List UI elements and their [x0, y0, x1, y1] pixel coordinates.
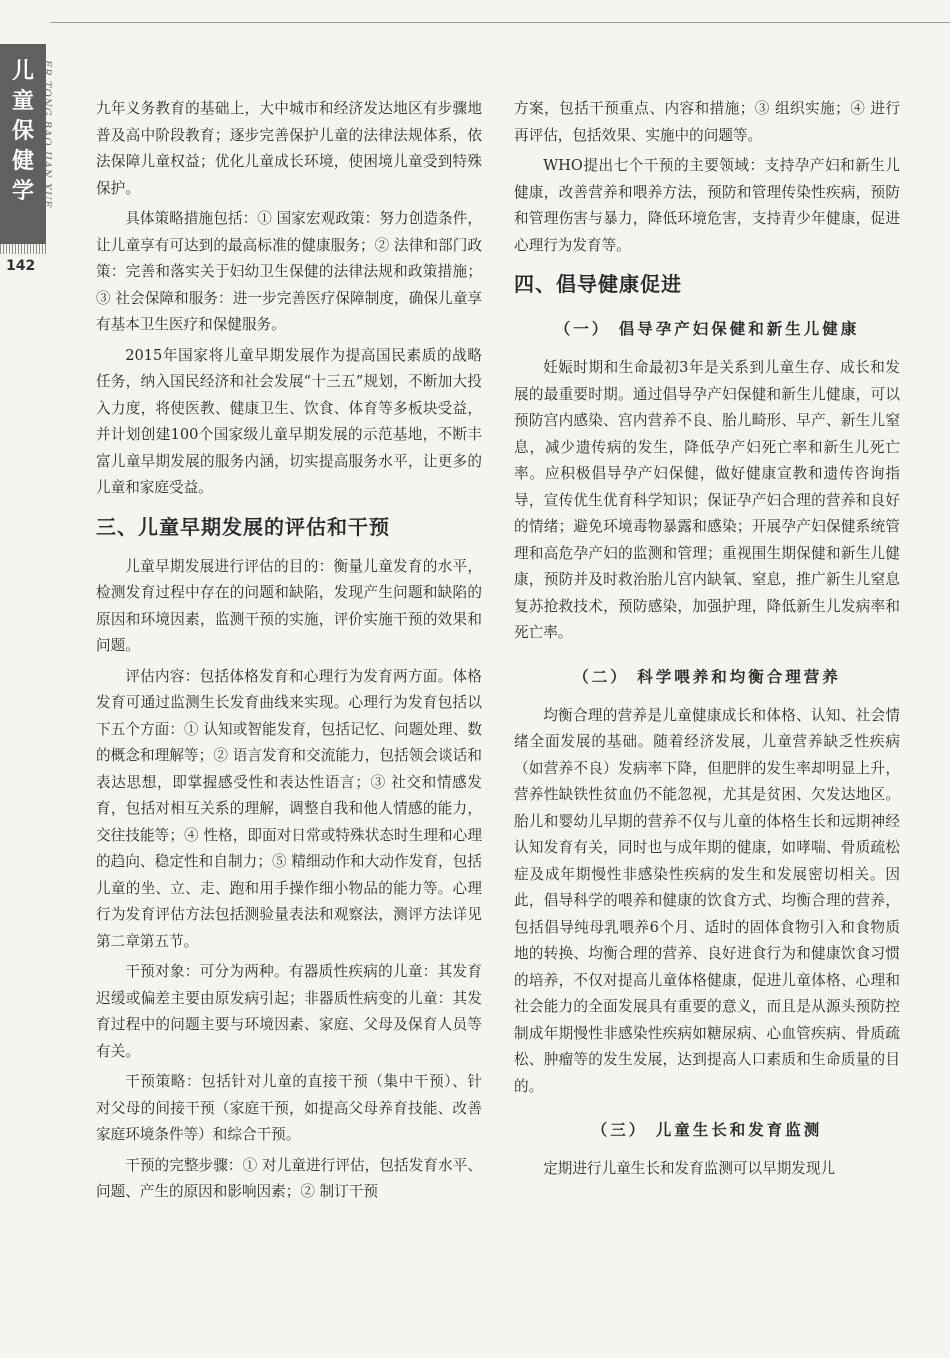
paragraph: 妊娠时期和生命最初3年是关系到儿童生存、成长和发展的最重要时期。通过倡导孕产妇保健和新生儿健康，可以预防宫内感染、宫内营养不良、胎儿畸形、早产、新生儿窒息，减少遗传病的发生，降低孕产妇死亡率和新生儿死亡率。应积极倡导孕产妇保健，做好健康宣教和遗传咨询指导，宣传优生优育科学知识；保证孕产妇合理的营养和良好的情绪；避免环境毒物暴露和感染；开展孕产妇保健系统管理和高危孕产妇的监测和管理；重视围生期保健和新生儿健康，预防并及时救治胎儿宫内缺氧、窒息，推广新生儿窒息复苏抢救技术，预防感染，加强护理，降低新生儿发病率和死亡率。 [514, 359, 900, 641]
tab-char-4: 健 [11, 149, 34, 174]
header-rule [50, 22, 950, 23]
paragraph: WHO提出七个干预的主要领域：支持孕产妇和新生儿健康，改善营养和喂养方法，预防和管理传染性疾病，预防和管理伤害与暴力，降低环境危害，支持青少年健康，促进心理行为发育等。 [514, 157, 900, 254]
tab-char-1: 儿 [11, 59, 34, 84]
section-heading: 四、倡导健康促进 [514, 272, 682, 296]
paragraph: 九年义务教育的基础上，大中城市和经济发达地区有步骤地普及高中阶段教育；逐步完善保护儿童的法律法规体系，依法保障儿童权益；优化儿童成长环境，使困境儿童受到特殊保护。 [96, 100, 482, 197]
paragraph: 儿童早期发展进行评估的目的：衡量儿童发育的水平，检测发育过程中存在的问题和缺陷，发现产生问题和缺陷的原因和环境因素，监测干预的实施，评价实施干预的效果和问题。 [96, 557, 482, 654]
right-column [514, 96, 900, 1187]
page-number: 142 [6, 258, 36, 274]
paragraph: 干预策略：包括针对儿童的直接干预（集中干预）、针对父母的间接干预（家庭干预，如提高父母养育技能、改善家庭环境条件等）和综合干预。 [96, 1073, 482, 1143]
left-column [96, 96, 482, 1210]
tab-subtitle: ER TONG BAO JIAN XUE [41, 60, 52, 209]
paragraph: 干预的完整步骤：① 对儿童进行评估，包括发育水平、问题、产生的原因和影响因素；② 制订干预 [96, 1156, 482, 1200]
paragraph: 干预对象：可分为两种。有器质性疾病的儿童：其发育迟缓或偏差主要由原发病引起；非器质性病变的儿童：其发育过程中的问题主要与环境因素、家庭、父母及保育人员等有关。 [96, 963, 482, 1060]
section-heading: 三、儿童早期发展的评估和干预 [96, 514, 390, 539]
paragraph: 均衡合理的营养是儿童健康成长和体格、认知、社会情绪全面发展的基础。随着经济发展，儿童营养缺乏性疾病（如营养不良）发病率下降，但肥胖的发生率却明显上升，营养性缺铁性贫血仍不能忽视，尤其是贫困、欠发达地区。胎儿和婴幼儿早期的营养不仅与儿童的体格生长和远期神经认知发育有关，同时也与成年期的健康，如哮喘、骨质疏松症及成年期慢性非感染性疾病的发生和发展密切相关。因此，倡导科学的喂养和健康的饮食方式、均衡合理的营养，包括倡导纯母乳喂养6个月、适时的固体食物引入和食物质地的转换、均衡合理的营养、良好进食行为和健康饮食习惯的培养，不仅对提高儿童体格健康，促进儿童体格、心理和社会能力的全面发展具有重要的意义，而且是从源头预防控制成年期慢性非感染性疾病如糖尿病、心血管疾病、骨质疏松、肿瘤等的发生发展，达到提高人口素质和生命质量的目的。 [514, 706, 900, 1095]
paragraph: 2015年国家将儿童早期发展作为提高国民素质的战略任务，纳入国民经济和社会发展“十三五”规划，不断加大投入力度，将使医教、健康卫生、饮食、体育等多板块受益，并计划创建100个国家级儿童早期发展的示范基地，不断丰富儿童早期发展的服务内涵，切实提高服务水平，让更多的儿童和家庭受益。 [96, 346, 482, 496]
tab-char-3: 保 [11, 119, 34, 144]
paragraph: 方案，包括干预重点、内容和措施；③ 组织实施；④ 进行再评估，包括效果、实施中的问题等。 [514, 100, 900, 144]
subsection-heading: （二） 科学喂养和均衡合理营养 [573, 666, 841, 686]
subsection-heading: （三） 儿童生长和发育监测 [591, 1120, 823, 1139]
tab-char-5: 学 [11, 179, 34, 204]
paragraph: 定期进行儿童生长和发育监测可以早期发现儿 [543, 1160, 836, 1177]
tab-char-2: 童 [11, 89, 34, 114]
paragraph: 评估内容：包括体格发育和心理行为发育两方面。体格发育可通过监测生长发育曲线来实现。心理行为发育包括以下五个方面：① 认知或智能发育，包括记忆、问题处理、数的概念和理解等；② 语言发育和交流能力，包括领会谈话和表达思想，即掌握感受性和表达性语言；③ 社交和情感发育，包括对相互关系的理解，调整自我和他人情感的能力，交往技能等；④ 性格，即面对日常或特殊状态时生理和心理的趋向、稳定性和自制力；⑤ 精细动作和大动作发育，包括儿童的坐、立、走、跑和用手操作细小物品的能力等。心理行为发育评估方法包括测验量表法和观察法，测评方法详见第二章第五节。 [96, 667, 482, 950]
subsection-heading: （一） 倡导孕产妇保健和新生儿健康 [554, 319, 860, 338]
paragraph: 具体策略措施包括：① 国家宏观政策：努力创造条件，让儿童享有可达到的最高标准的健康服务；② 法律和部门政策：完善和落实关于妇幼卫生保健的法律法规和政策措施；③ 社会保障和服务：进一步完善医疗保障制度，确保儿童享有基本卫生医疗和保健服务。 [96, 210, 482, 333]
tab-hatch-decoration [0, 244, 46, 254]
